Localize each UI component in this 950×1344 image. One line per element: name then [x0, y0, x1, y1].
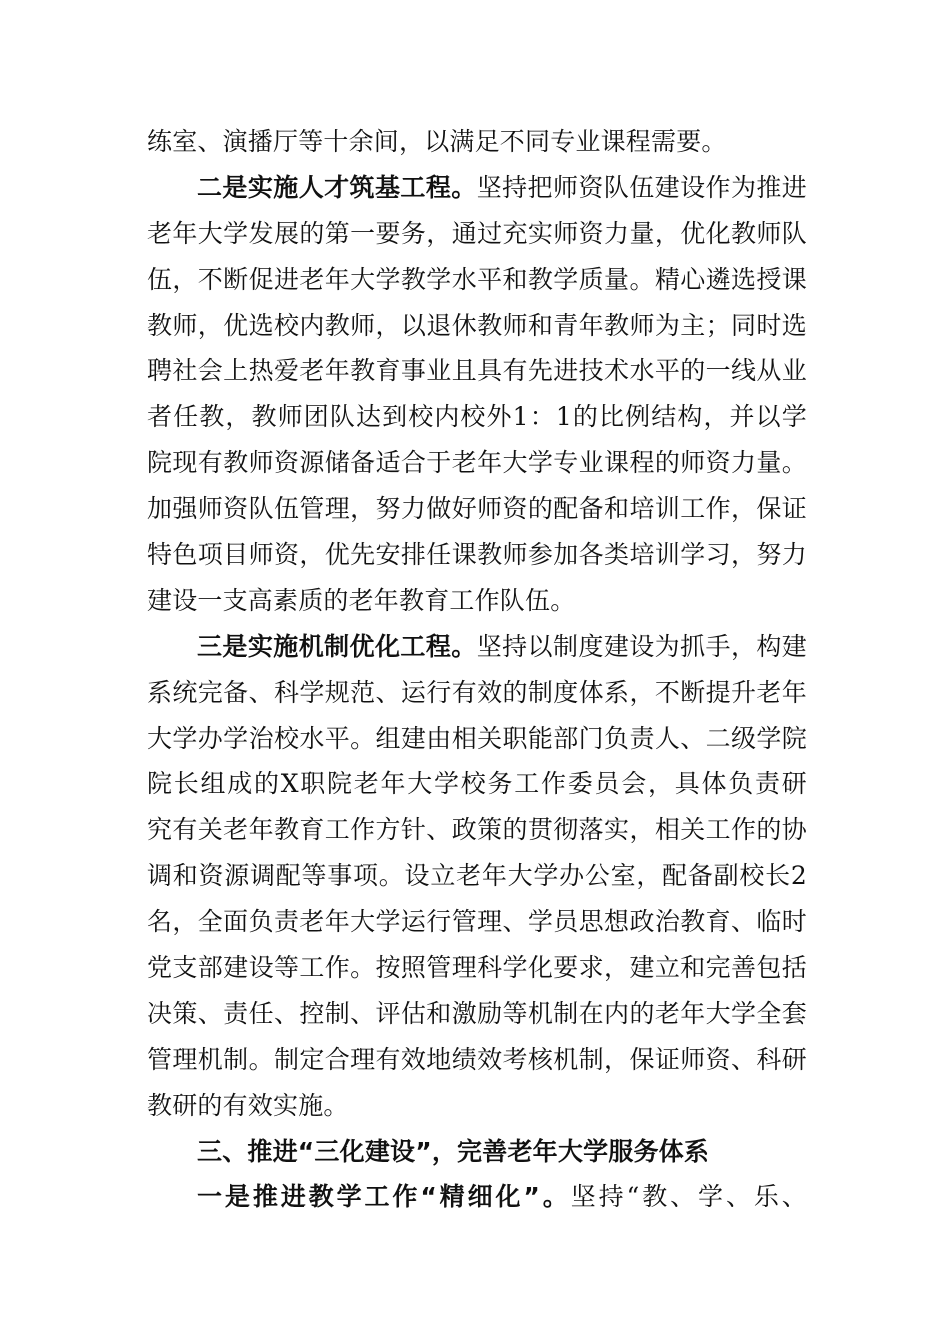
body-text: 管理机制。制定合理有效地绩效考核机制，保证师资、科研 — [147, 1044, 807, 1074]
body-text: 坚持把师资队伍建设作为推进 — [476, 172, 807, 202]
paragraph-3-line-8 — [147, 945, 807, 991]
body-text: 大学办学治校水平。组建由相关职能部门负责人、二级学院 — [147, 723, 807, 753]
body-text: 建设一支高素质的老年教育工作队伍。 — [147, 585, 576, 615]
body-text: 决策、责任、控制、评估和激励等机制在内的老年大学全套 — [147, 998, 807, 1028]
section-lead-teaching: 一是推进教学工作“精细化”。 — [197, 1182, 571, 1212]
document-body — [147, 119, 807, 1220]
paragraph-2-line-1 — [147, 165, 807, 211]
paragraph-3-line-5 — [147, 807, 807, 853]
body-text: 老年大学发展的第一要务，通过充实师资力量，优化教师队 — [147, 218, 807, 248]
paragraph-3-line-2 — [147, 670, 807, 716]
paragraph-2-line-10 — [147, 578, 807, 624]
section-lead-mechanism: 三是实施机制优化工程。 — [197, 631, 477, 661]
paragraph-2-line-2 — [147, 211, 807, 257]
paragraph-2-line-3 — [147, 257, 807, 303]
body-text: 聘社会上热爱老年教育事业且具有先进技术水平的一线从业 — [147, 356, 807, 386]
paragraph-2-line-4 — [147, 303, 807, 349]
section-heading-text: 三、推进“三化建设”，完善老年大学服务体系 — [197, 1136, 710, 1166]
paragraph-3-line-10 — [147, 1037, 807, 1083]
body-text: 坚持“教、学、乐、 — [570, 1182, 807, 1212]
body-text: 教师，优选校内教师，以退休教师和青年教师为主；同时选 — [147, 310, 807, 340]
body-text: 坚持以制度建设为抓手，构建 — [476, 631, 807, 661]
paragraph-2-line-8 — [147, 486, 807, 532]
body-text: 名，全面负责老年大学运行管理、学员思想政治教育、临时 — [147, 907, 807, 937]
body-text: 加强师资队伍管理，努力做好师资的配备和培训工作，保证 — [147, 494, 807, 524]
body-text: 院长组成的X职院老年大学校务工作委员会，具体负责研 — [147, 769, 807, 799]
paragraph-3-line-7 — [147, 899, 807, 945]
body-text: 系统完备、科学规范、运行有效的制度体系，不断提升老年 — [147, 677, 807, 707]
body-text: 特色项目师资，优先安排任课教师参加各类培训学习，努力 — [147, 540, 807, 570]
paragraph-2-line-5 — [147, 348, 807, 394]
body-text: 调和资源调配等事项。设立老年大学办公室，配备副校长2 — [147, 861, 807, 891]
body-text: 究有关老年教育工作方针、政策的贯彻落实，相关工作的协 — [147, 815, 807, 845]
paragraph-3-line-1 — [147, 624, 807, 670]
body-text: 练室、演播厅等十余间，以满足不同专业课程需要。 — [147, 127, 727, 156]
paragraph-4-line-1 — [147, 1174, 807, 1220]
body-text: 教研的有效实施。 — [147, 1090, 349, 1120]
body-text: 党支部建设等工作。按照管理科学化要求，建立和完善包括 — [147, 953, 807, 983]
paragraph-line-1 — [147, 119, 807, 165]
paragraph-3-line-9 — [147, 991, 807, 1037]
body-text: 伍，不断促进老年大学教学水平和教学质量。精心遴选授课 — [147, 264, 807, 294]
section-lead-talent: 二是实施人才筑基工程。 — [197, 172, 477, 202]
paragraph-2-line-6 — [147, 394, 807, 440]
body-text: 院现有教师资源储备适合于老年大学专业课程的师资力量。 — [147, 448, 807, 478]
section-heading-three — [147, 1129, 807, 1175]
paragraph-3-line-4 — [147, 761, 807, 807]
paragraph-3-line-11 — [147, 1083, 807, 1129]
paragraph-2-line-9 — [147, 532, 807, 578]
paragraph-3-line-6 — [147, 853, 807, 899]
paragraph-3-line-3 — [147, 716, 807, 762]
paragraph-2-line-7 — [147, 440, 807, 486]
body-text: 者任教，教师团队达到校内校外1：1的比例结构，并以学 — [147, 402, 807, 432]
